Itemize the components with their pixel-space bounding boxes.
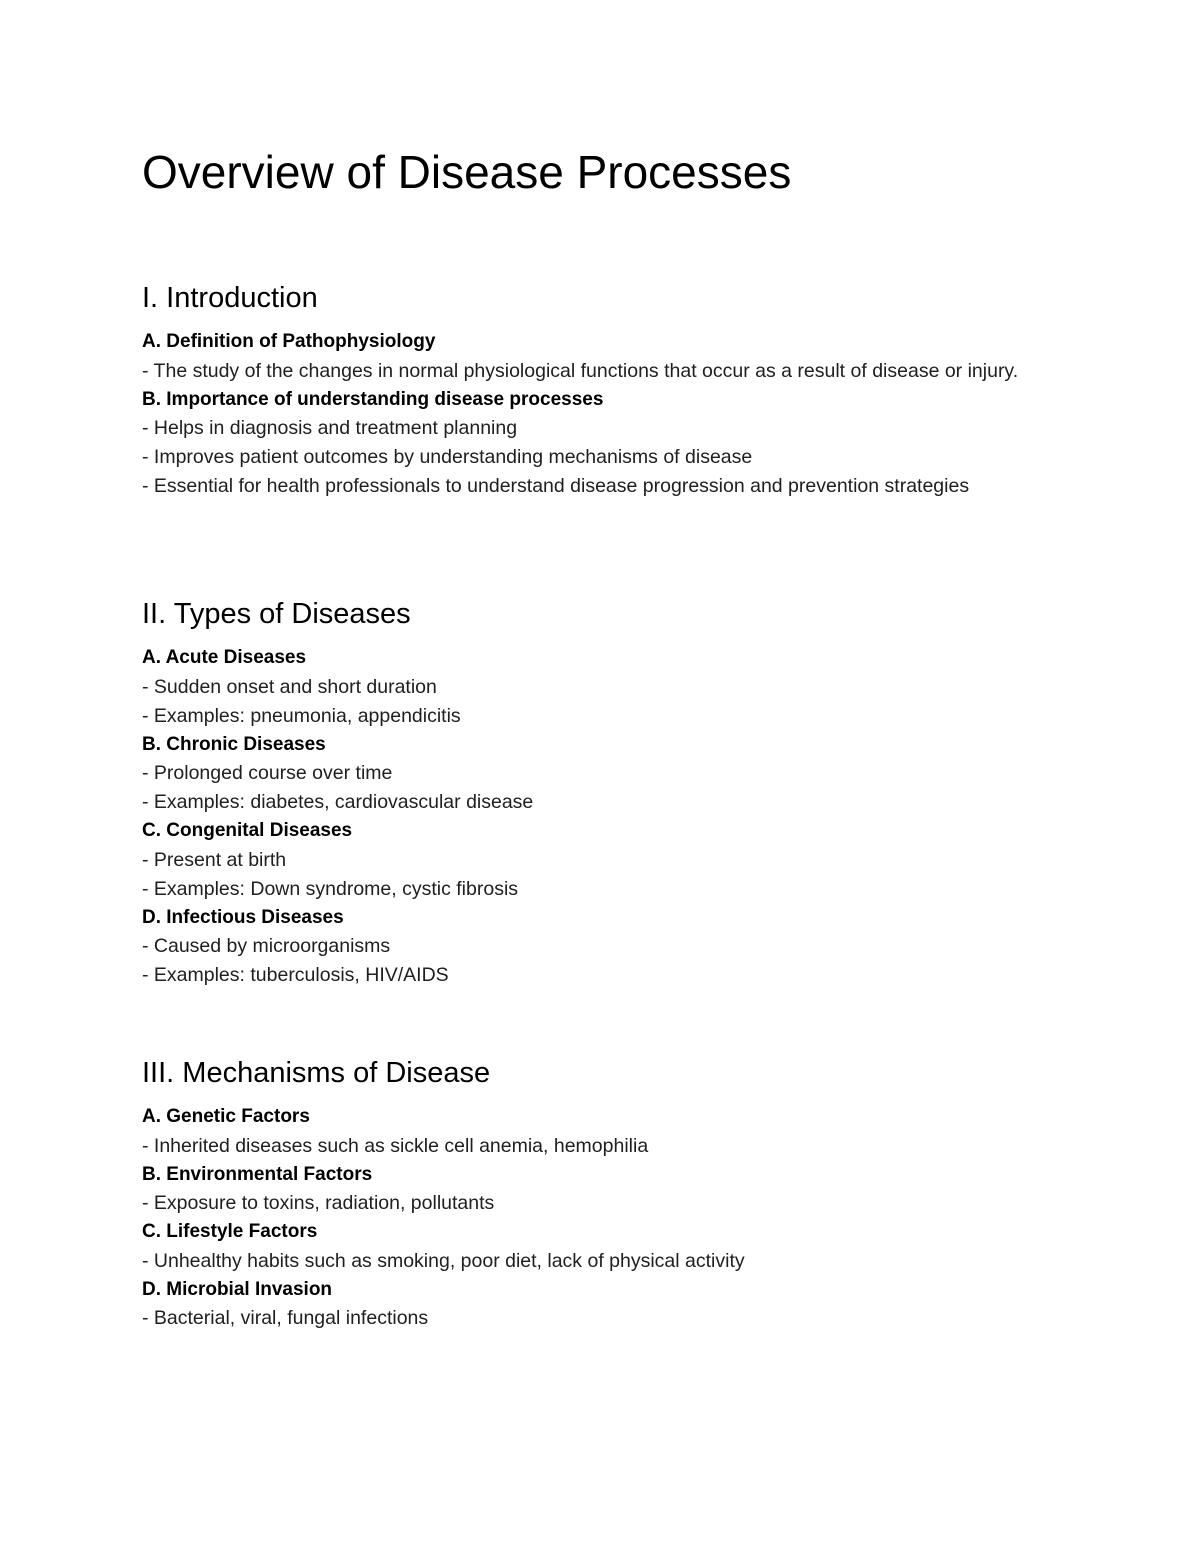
subsection-heading: A. Genetic Factors [142,1106,310,1127]
subsection-heading: A. Acute Diseases [142,647,307,668]
body-line: - Improves patient outcomes by understanding mechanisms of disease [142,446,753,468]
body-line: - The study of the changes in normal physiological functions that occur as a result of disease or injury. [142,359,1019,382]
body-line: - Present at birth [142,848,287,871]
section-types-of-diseases [142,592,1082,990]
subsection-heading: B. Importance of understanding disease processes [142,388,604,410]
section-heading: III. Mechanisms of Disease [142,1057,491,1089]
body-line: - Helps in diagnosis and treatment planning [142,417,518,439]
section-introduction [142,276,1082,501]
body-line: - Bacterial, viral, fungal infections [142,1307,429,1329]
body-line: - Unhealthy habits such as smoking, poor diet, lack of physical activity [142,1249,745,1272]
section-heading: I. Introduction [142,282,318,314]
subsection-heading: B. Chronic Diseases [142,733,326,755]
body-line: - Essential for health professionals to understand disease progression and prevention strategies [142,475,970,497]
subsection-heading: A. Definition of Pathophysiology [142,331,436,352]
subsection-heading: D. Microbial Invasion [142,1278,333,1300]
body-line: - Examples: diabetes, cardiovascular disease [142,791,534,813]
body-line: - Caused by microorganisms [142,935,391,957]
body-line: - Inherited diseases such as sickle cell anemia, hemophilia [142,1134,649,1157]
body-line: - Exposure to toxins, radiation, pollutants [142,1192,495,1214]
subsection-heading: D. Infectious Diseases [142,906,344,928]
body-line: - Examples: pneumonia, appendicitis [142,704,461,727]
body-line: - Prolonged course over time [142,762,393,784]
section-mechanisms-of-disease [142,1051,1082,1333]
subsection-heading: C. Lifestyle Factors [142,1221,318,1242]
subsection-heading: C. Congenital Diseases [142,820,353,841]
body-line: - Examples: Down syndrome, cystic fibrosis [142,877,519,900]
body-line: - Examples: tuberculosis, HIV/AIDS [142,964,449,986]
document-title: Overview of Disease Processes [142,146,792,198]
body-line: - Sudden onset and short duration [142,675,437,698]
section-heading: II. Types of Diseases [142,598,411,630]
subsection-heading: B. Environmental Factors [142,1163,373,1185]
